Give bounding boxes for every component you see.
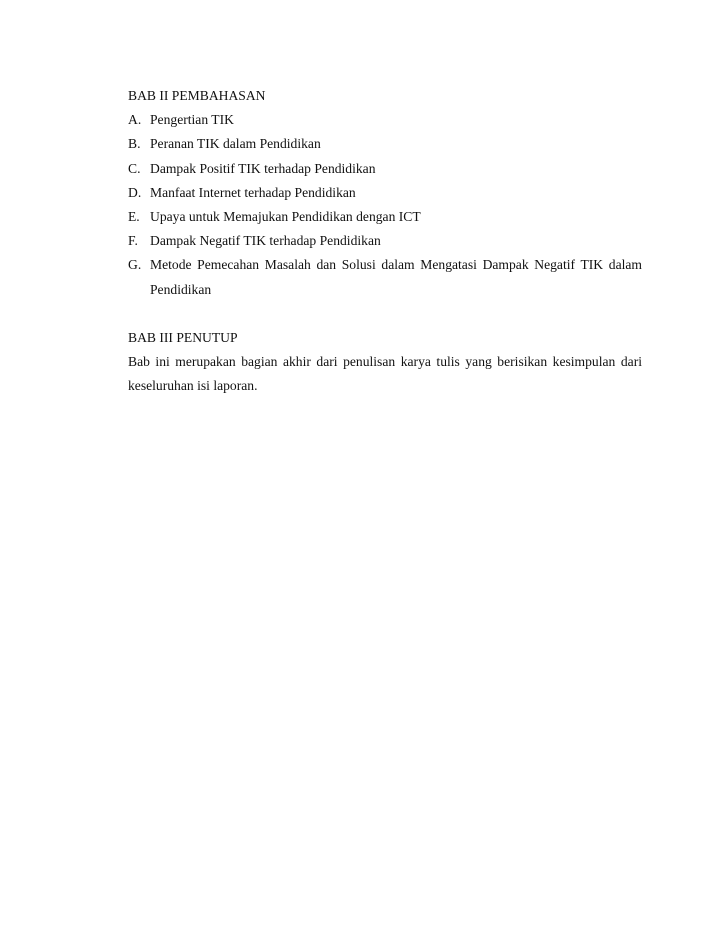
outline-item xyxy=(128,253,642,301)
chapter-3-section xyxy=(128,326,642,399)
outline-item-text: Metode Pemecahan Masalah dan Solusi dalam Mengatasi Dampak Negatif TIK dalam Pendidikan xyxy=(150,257,642,297)
outline-item-marker: A. xyxy=(128,112,142,128)
outline-item xyxy=(128,157,642,181)
outline-item-marker: D. xyxy=(128,184,142,200)
outline-item-text: Manfaat Internet terhadap Pendidikan xyxy=(150,184,356,200)
outline-item xyxy=(128,132,642,156)
outline-item-marker: C. xyxy=(128,160,141,176)
outline-item-marker: F. xyxy=(128,233,138,249)
chapter-2-heading: BAB II PEMBAHASAN xyxy=(128,88,266,103)
chapter-3-heading: BAB III PENUTUP xyxy=(128,330,238,346)
outline-item-marker: G. xyxy=(128,257,142,273)
chapter-3-paragraph: Bab ini merupakan bagian akhir dari penulisan karya tulis yang berisikan kesimpulan dari keseluruhan isi laporan. xyxy=(128,354,642,394)
outline-item xyxy=(128,205,642,229)
outline-item-text: Pengertian TIK xyxy=(150,112,234,128)
outline-item-text: Peranan TIK dalam Pendidikan xyxy=(150,136,321,152)
outline-item-text: Dampak Negatif TIK terhadap Pendidikan xyxy=(150,233,381,249)
section-spacer xyxy=(128,302,642,326)
outline-item xyxy=(128,229,642,253)
chapter-2-section xyxy=(128,84,642,302)
outline-item-text: Dampak Positif TIK terhadap Pendidikan xyxy=(150,160,376,176)
outline-item xyxy=(128,108,642,132)
outline-item-marker: E. xyxy=(128,209,140,225)
outline-item-text: Upaya untuk Memajukan Pendidikan dengan ICT xyxy=(150,209,421,225)
outline-item-marker: B. xyxy=(128,136,141,152)
document-page xyxy=(128,84,642,399)
outline-item xyxy=(128,181,642,205)
chapter-2-outline xyxy=(128,108,642,302)
